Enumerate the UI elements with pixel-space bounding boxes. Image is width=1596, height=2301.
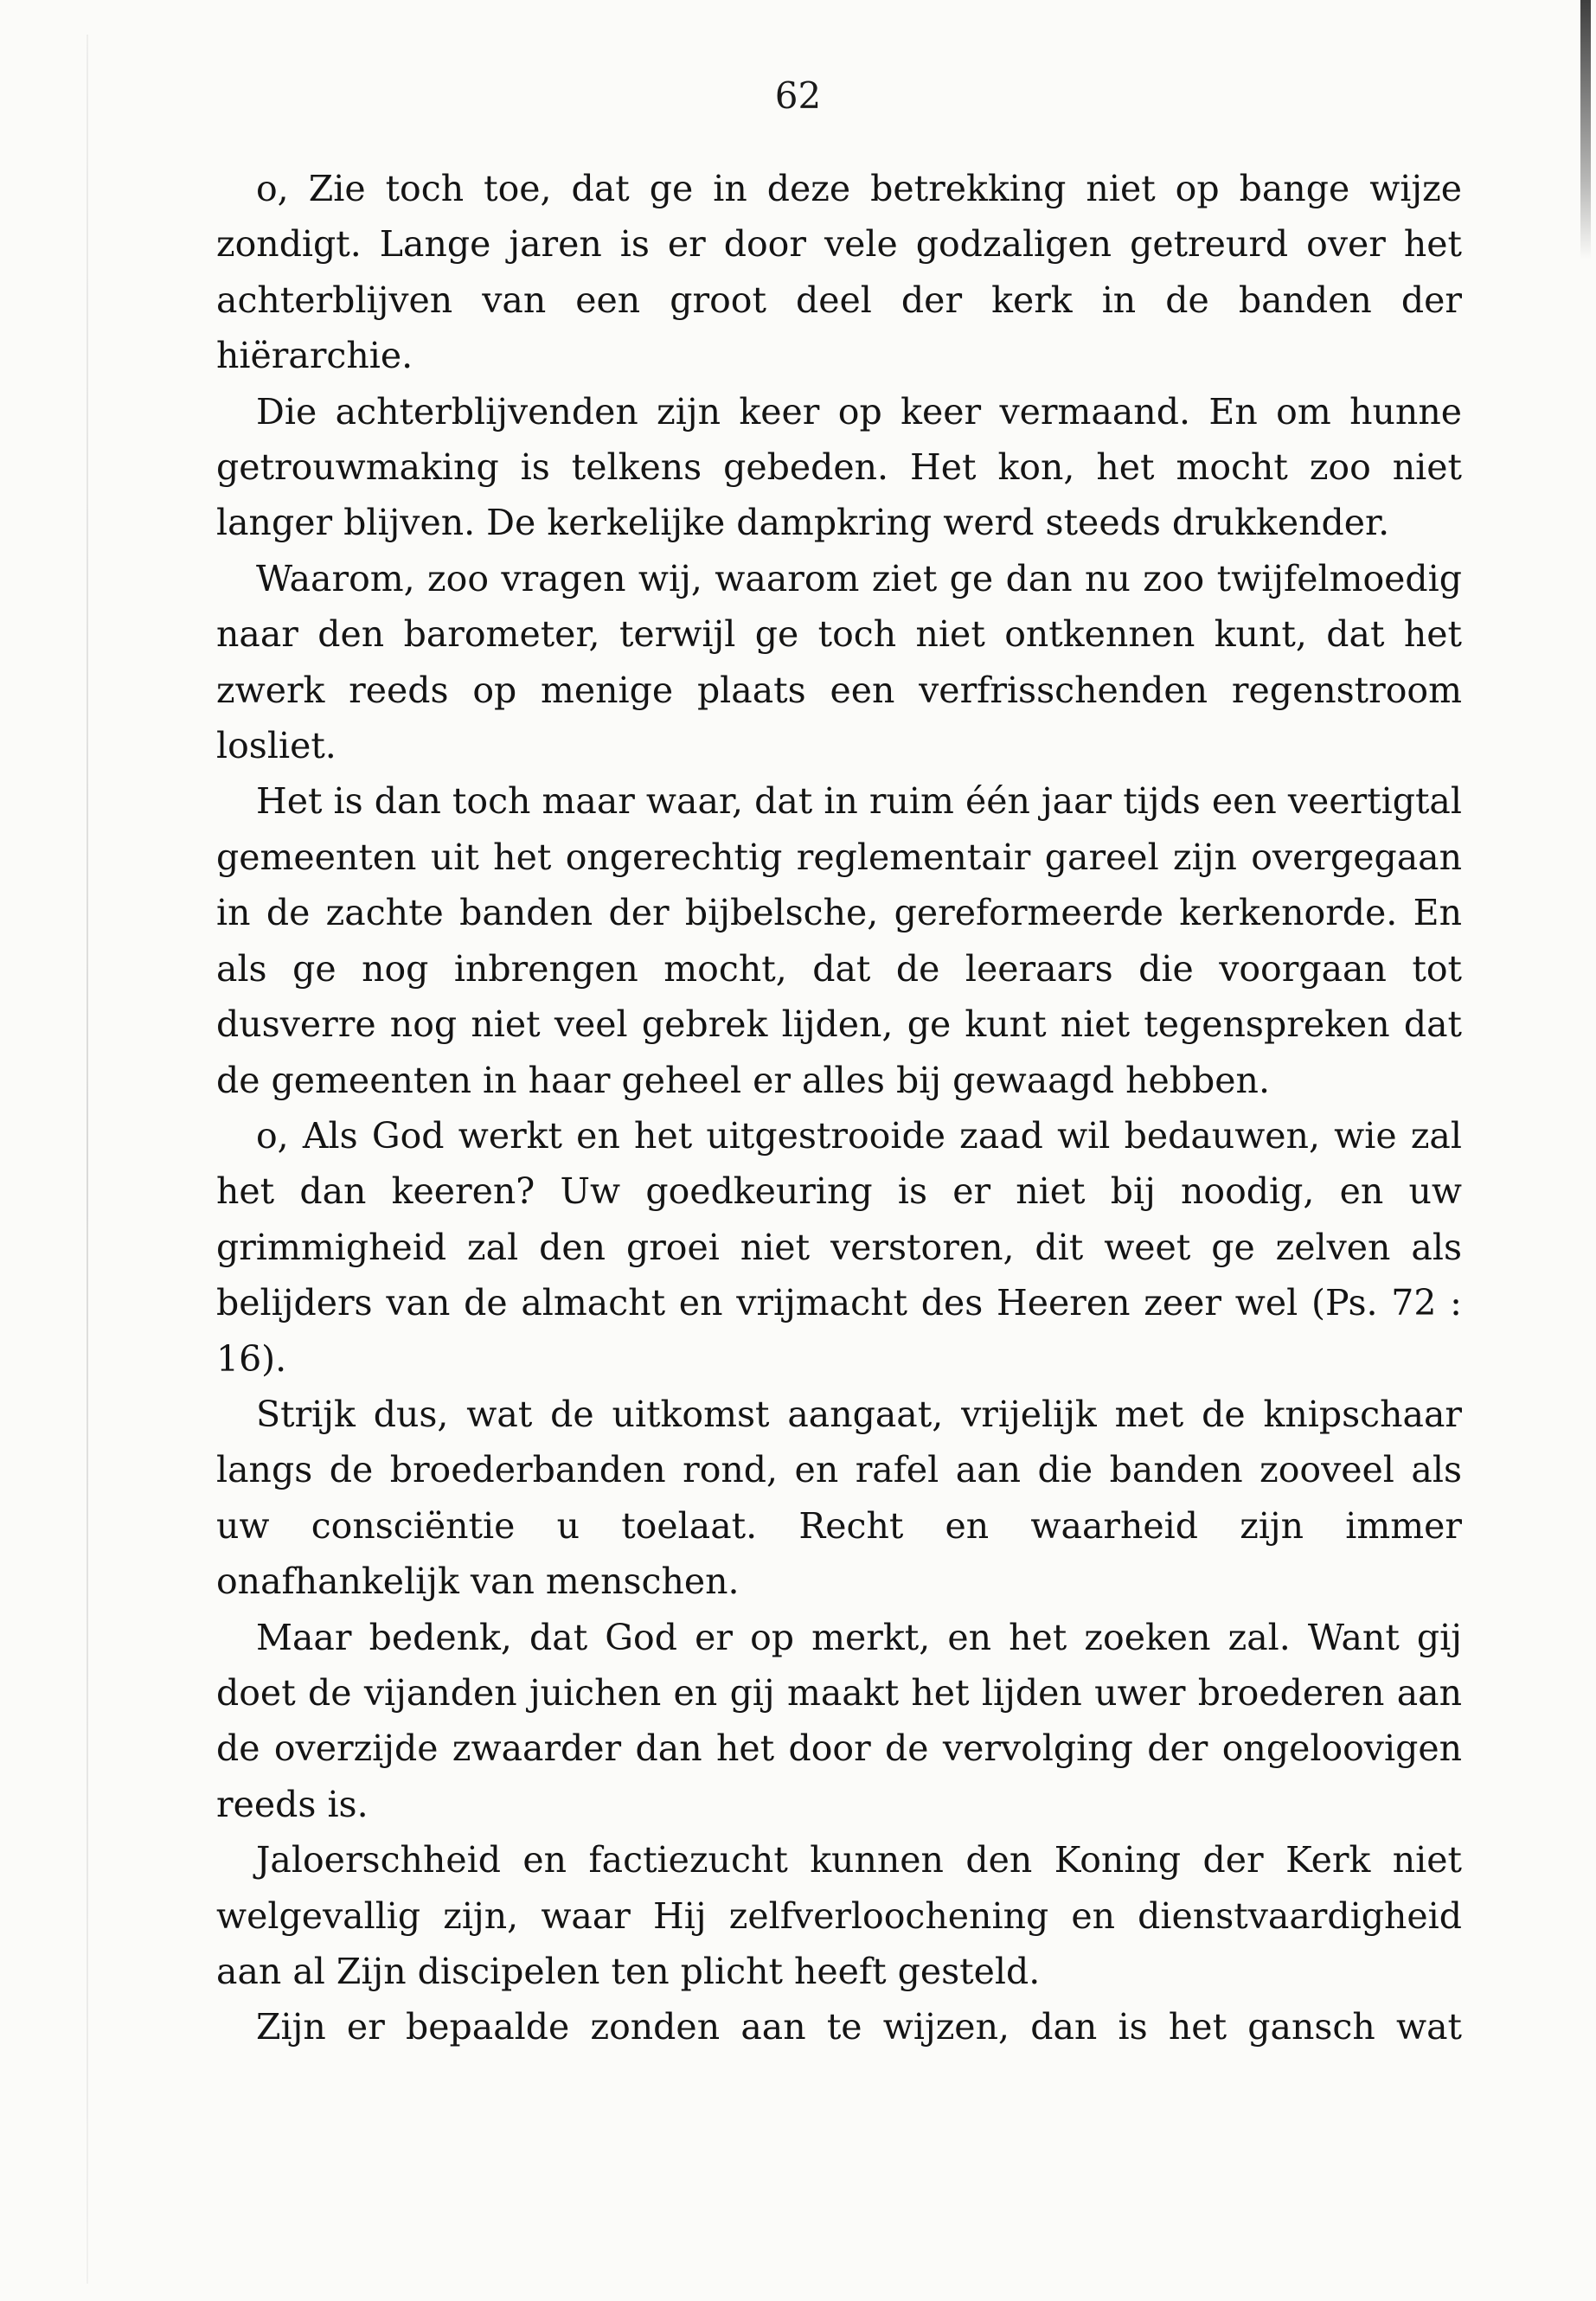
paragraph: Waarom, zoo vragen wij, waarom ziet ge dan nu zoo twijfelmoedig naar den barometer, terwijl ge toch niet ontkennen kunt, dat het zwerk reeds op menige plaats een verfrisschenden regenstroom losliet. [216,557,1462,767]
page-edge-shadow-right [1580,0,1591,260]
paragraph: Jaloerschheid en factiezucht kunnen den Koning der Kerk niet welgevallig zijn, waar Hij zelfverloochening en dienstvaardigheid aan al Zijn discipelen ten plicht heeft gesteld. [216,1839,1462,1992]
paragraph: Maar bedenk, dat God er op merkt, en het zoeken zal. Want gij doet de vijanden juichen en gij maakt het lijden uwer broederen aan de overzijde zwaarder dan het door de vervolging der ongeloovigen reeds is. [216,1616,1462,1825]
paragraph: Strijk dus, wat de uitkomst aangaat, vrijelijk met de knipschaar langs de broederbanden rond, en rafel aan die banden zooveel als uw consciëntie u toelaat. Recht en waarheid zijn immer onafhankelijk van menschen. [216,1393,1462,1603]
page-edge-shadow-left [87,35,88,2284]
page-number: 62 [774,74,822,117]
body-text [216,161,1462,2055]
paragraph-continued: Zijn er bepaalde zonden aan te wijzen, dan is het gansch wat [256,2006,1462,2048]
paragraph: Die achterblijvenden zijn keer op keer vermaand. En om hunne getrouwmaking is telkens gebeden. Het kon, het mocht zoo niet langer blijven. De kerkelijke dampkring werd steeds drukkender. [216,390,1462,544]
paragraph: Het is dan toch maar waar, dat in ruim één jaar tijds een veertigtal gemeenten uit het ongerechtig reglementair gareel zijn overgegaan in de zachte banden der bijbelsche, gereformeerde kerkenorde. En als ge nog inbrengen mocht, dat de leeraars die voorgaan tot dusverre nog niet veel gebrek lijden, ge kunt niet tegenspreken dat de gemeenten in haar geheel er alles bij gewaagd hebben. [216,780,1462,1101]
paragraph: o, Zie toch toe, dat ge in deze betrekking niet op bange wijze zondigt. Lange jaren is er door vele godzaligen getreurd over het achterblijven van een groot deel der kerk in de banden der hiërarchie. [216,168,1462,377]
paragraph: o, Als God werkt en het uitgestrooide zaad wil bedauwen, wie zal het dan keeren? Uw goedkeuring is er niet bij noodig, en uw grimmigheid zal den groei niet verstoren, dit weet ge zelven als belijders van de almacht en vrijmacht des Heeren zeer wel (Ps. 72 : 16). [216,1114,1462,1380]
